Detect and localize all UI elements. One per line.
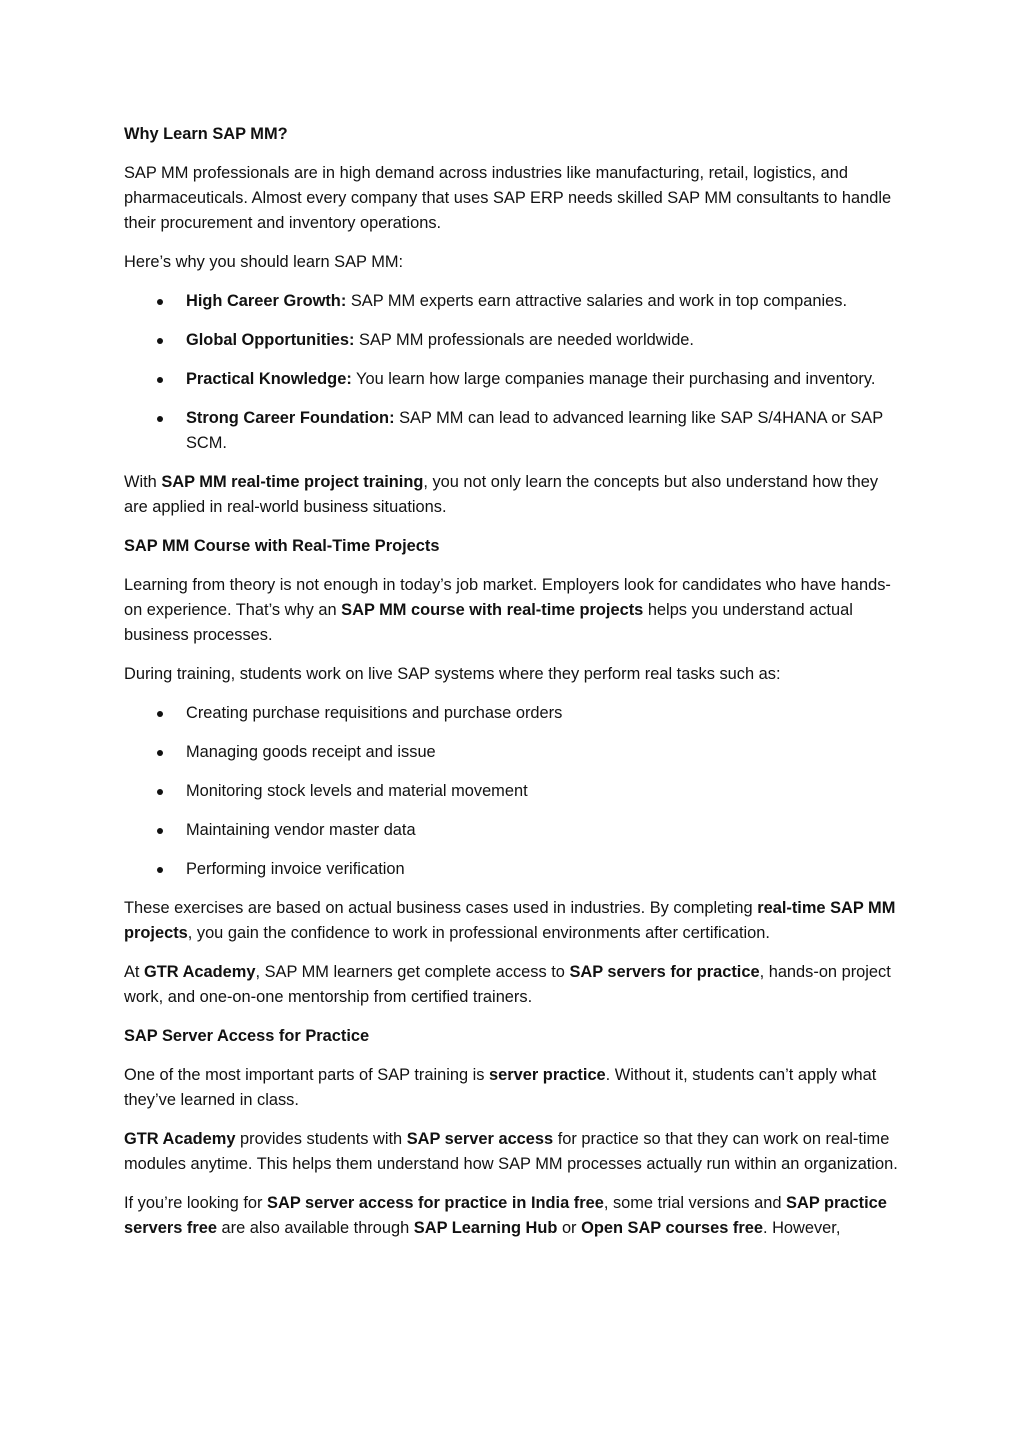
paragraph <box>124 573 899 648</box>
bullet-icon <box>157 377 163 383</box>
paragraph-text: SAP MM professionals are in high demand across industries like manufacturing, retail, logistics, and pharmaceuticals. Almost every company that uses SAP ERP needs skilled SAP MM consultants to handle their procurement and inventory operations. <box>124 164 892 232</box>
bullet-icon <box>157 416 163 422</box>
paragraph-text: or <box>557 1219 582 1237</box>
list-item <box>124 406 899 456</box>
bold-text: SAP MM real-time project training <box>161 473 424 491</box>
paragraph <box>124 662 899 687</box>
paragraph <box>124 250 899 275</box>
paragraph-text: These exercises are based on actual business cases used in industries. By completing <box>124 899 758 917</box>
list-item <box>124 289 899 314</box>
bold-text: SAP server access <box>406 1130 554 1148</box>
list-item-text: SAP MM experts earn attractive salaries and work in top companies. <box>346 292 848 310</box>
list-item-text: SAP MM professionals are needed worldwide. <box>354 331 694 349</box>
bullet-icon <box>157 789 163 795</box>
paragraph-text: Here’s why you should learn SAP MM: <box>124 253 404 271</box>
bold-text: GTR Academy <box>124 1130 236 1148</box>
paragraph <box>124 1191 899 1241</box>
bold-text: GTR Academy <box>144 963 256 981</box>
paragraph-text: . However, <box>762 1219 841 1237</box>
paragraph <box>124 161 899 236</box>
paragraph-text: With <box>124 473 162 491</box>
bullet-icon <box>157 750 163 756</box>
paragraph-text: , hands-on project work, and one-on-one mentorship from certified trainers. <box>124 963 891 1006</box>
bold-text: SAP Learning Hub <box>413 1219 558 1237</box>
paragraph-text: If you’re looking for <box>124 1194 268 1212</box>
paragraph-text: One of the most important parts of SAP training is <box>124 1066 490 1084</box>
list-item-text: SAP MM can lead to advanced learning like SAP S/4HANA or SAP SCM. <box>186 409 883 452</box>
paragraph-text: provides students with <box>235 1130 407 1148</box>
list-item <box>124 367 899 392</box>
paragraph <box>124 470 899 520</box>
list-item <box>124 779 899 804</box>
paragraph-text: for practice so that they can work on real-time modules anytime. This helps them understand how SAP MM processes actually run within an organization. <box>124 1130 898 1173</box>
list-item-label: Practical Knowledge: <box>186 370 352 388</box>
paragraph-text: During training, students work on live SAP systems where they perform real tasks such as: <box>124 665 781 683</box>
paragraph-text: . Without it, students can’t apply what they’ve learned in class. <box>124 1066 877 1109</box>
list-item-label: High Career Growth: <box>186 292 347 310</box>
paragraph-text: are also available through <box>216 1219 414 1237</box>
paragraph-text: , you not only learn the concepts but also understand how they are applied in real-world business situations. <box>124 473 879 516</box>
bold-text: Open SAP courses free <box>581 1219 763 1237</box>
list-item <box>124 818 899 843</box>
list-item-text: Creating purchase requisitions and purchase orders <box>186 704 563 722</box>
paragraph-text: , SAP MM learners get complete access to <box>255 963 570 981</box>
bullet-icon <box>157 338 163 344</box>
bold-text: real-time SAP MM projects <box>124 899 896 942</box>
paragraph <box>124 896 899 946</box>
list-item-text: Managing goods receipt and issue <box>186 743 436 761</box>
bullet-icon <box>157 299 163 305</box>
section-heading-server-access: SAP Server Access for Practice <box>124 1027 370 1045</box>
section-heading-why-learn: Why Learn SAP MM? <box>124 125 288 143</box>
list-item-text: Maintaining vendor master data <box>186 821 416 839</box>
paragraph <box>124 1063 899 1113</box>
bold-text: SAP servers for practice <box>569 963 760 981</box>
list-item-label: Strong Career Foundation: <box>186 409 395 427</box>
bullet-icon <box>157 828 163 834</box>
list-item <box>124 328 899 353</box>
bold-text: SAP practice servers free <box>124 1194 887 1237</box>
list-item-label: Global Opportunities: <box>186 331 355 349</box>
bold-text: SAP MM course with real-time projects <box>341 601 644 619</box>
list-item-text: You learn how large companies manage their purchasing and inventory. <box>351 370 876 388</box>
bold-text: SAP server access for practice in India free <box>267 1194 604 1212</box>
paragraph-text: , some trial versions and <box>603 1194 787 1212</box>
bullet-list-tasks <box>124 701 899 882</box>
list-item <box>124 701 899 726</box>
list-item-text: Performing invoice verification <box>186 860 405 878</box>
paragraph <box>124 1127 899 1177</box>
bullet-icon <box>157 867 163 873</box>
paragraph-text: helps you understand actual business processes. <box>124 601 853 644</box>
paragraph-text: Learning from theory is not enough in today’s job market. Employers look for candidates who have hands-on experience. That’s why an <box>124 576 891 619</box>
list-item <box>124 857 899 882</box>
list-item <box>124 740 899 765</box>
paragraph-text: At <box>124 963 145 981</box>
bullet-icon <box>157 711 163 717</box>
list-item-text: Monitoring stock levels and material movement <box>186 782 528 800</box>
section-heading-course: SAP MM Course with Real-Time Projects <box>124 537 440 555</box>
bullet-list-benefits <box>124 289 899 456</box>
document-body <box>124 122 899 1255</box>
bold-text: server practice <box>489 1066 606 1084</box>
paragraph-text: , you gain the confidence to work in professional environments after certification. <box>187 924 770 942</box>
paragraph <box>124 960 899 1010</box>
